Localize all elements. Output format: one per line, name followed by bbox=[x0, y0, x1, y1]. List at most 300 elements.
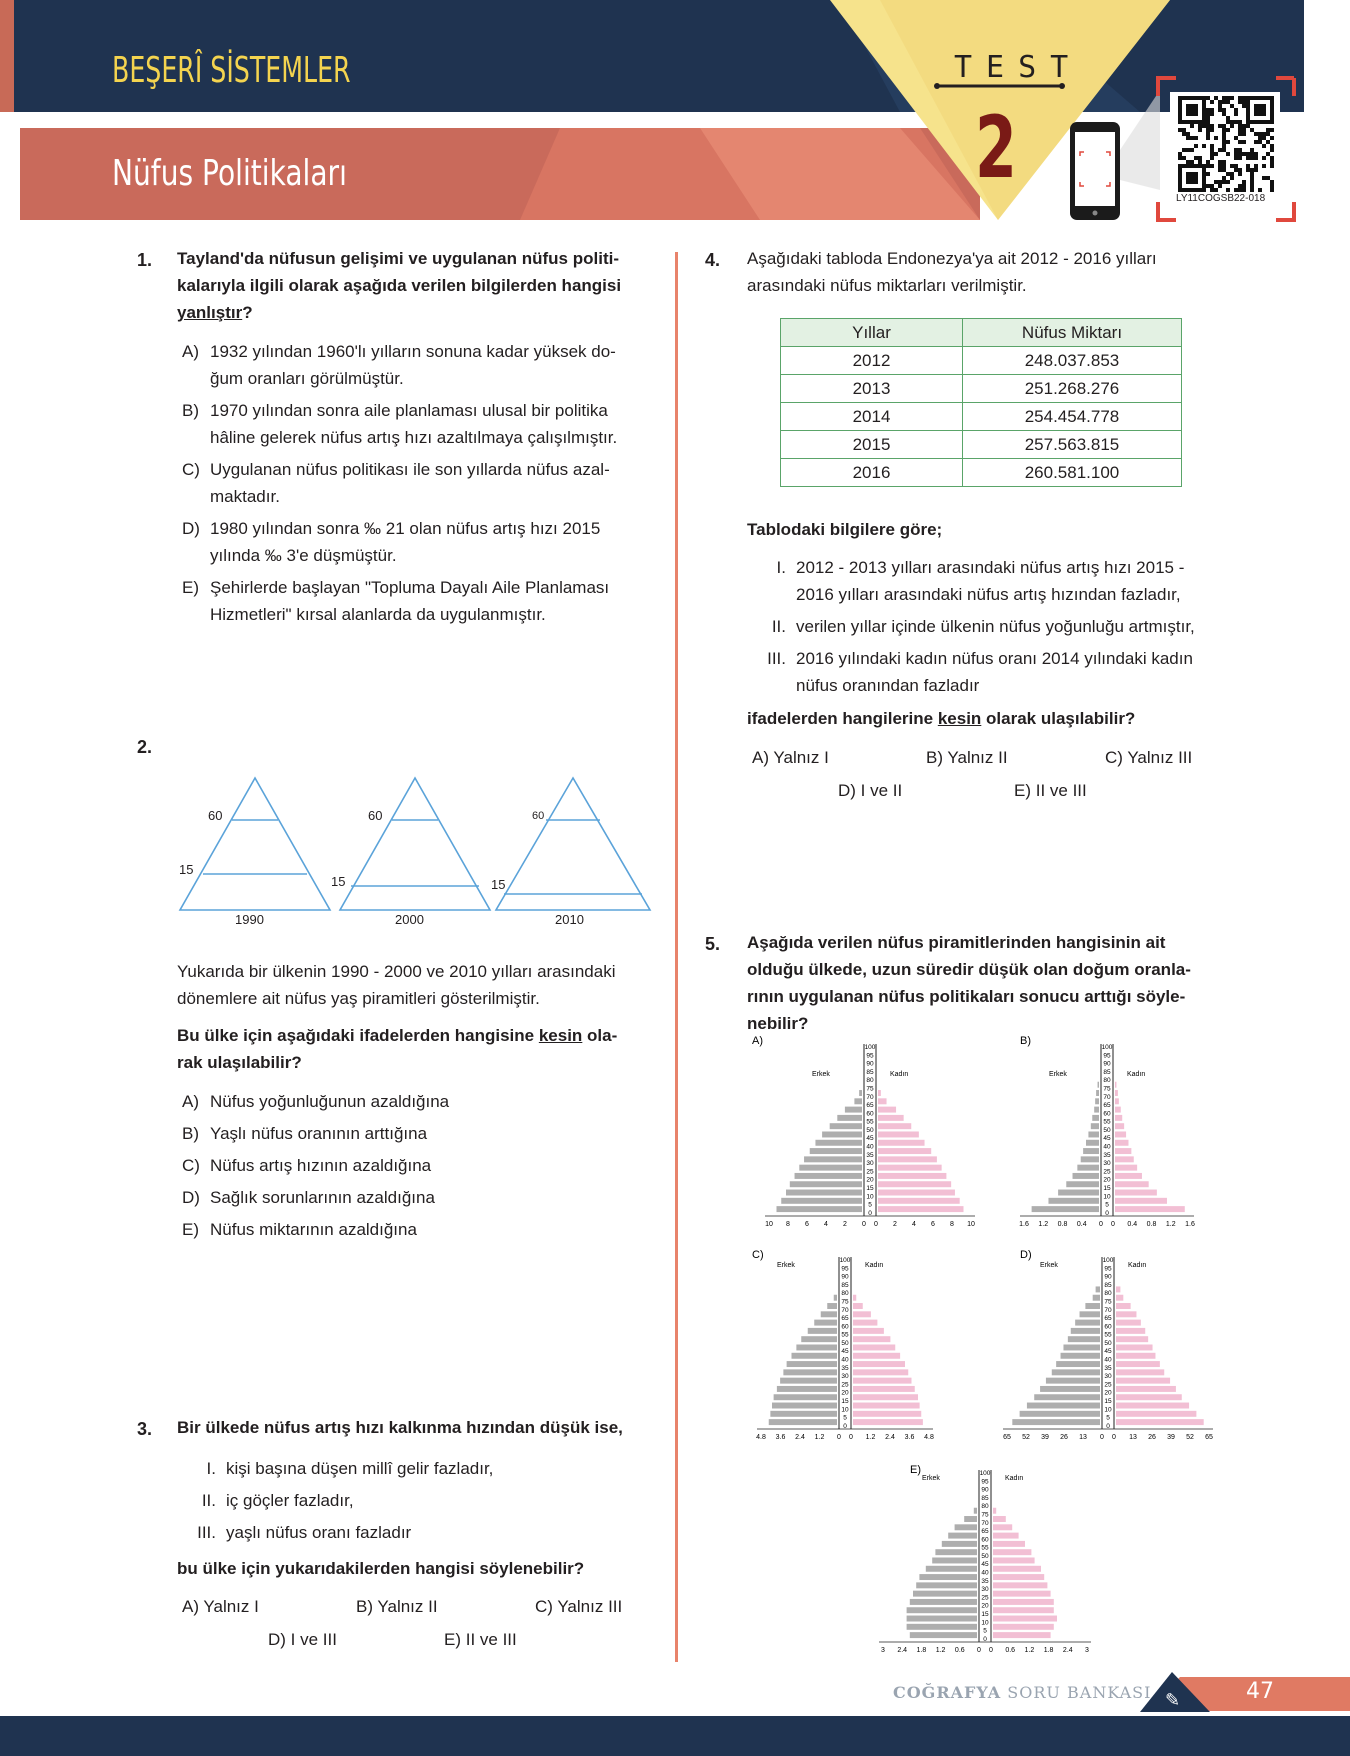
age-label: 45 bbox=[866, 1135, 874, 1143]
tick-label: 2.4 bbox=[795, 1434, 805, 1441]
tick-label: 4.8 bbox=[924, 1434, 934, 1441]
male-bar bbox=[1088, 1131, 1099, 1137]
female-bar bbox=[1116, 1320, 1141, 1326]
male-bar bbox=[935, 1549, 977, 1555]
male-bar bbox=[1027, 1403, 1100, 1409]
age-label: 30 bbox=[981, 1586, 989, 1594]
female-bar bbox=[993, 1599, 1054, 1605]
age-label: 5 bbox=[983, 1627, 987, 1635]
book-icon: ✎ bbox=[1165, 1690, 1181, 1710]
brand-bold: COĞRAFYA bbox=[893, 1683, 1002, 1702]
table-cell-year: 2014 bbox=[781, 403, 963, 431]
male-bar bbox=[1098, 1082, 1099, 1088]
female-bar bbox=[993, 1632, 1051, 1638]
male-bar bbox=[808, 1328, 837, 1334]
female-bar bbox=[853, 1361, 905, 1367]
stem-line: rak ulaşılabilir? bbox=[177, 1053, 302, 1072]
age-label: 45 bbox=[1104, 1348, 1112, 1356]
female-bar bbox=[993, 1549, 1031, 1555]
female-bar bbox=[853, 1336, 890, 1342]
tick-label: 1.2 bbox=[814, 1434, 825, 1441]
tick-label: 0.4 bbox=[1076, 1221, 1087, 1228]
male-bar bbox=[783, 1369, 837, 1375]
female-bar bbox=[1115, 1123, 1124, 1129]
male-label: Erkek bbox=[777, 1262, 795, 1269]
male-bar bbox=[974, 1508, 977, 1514]
female-bar bbox=[1115, 1098, 1119, 1104]
age-label: 35 bbox=[1103, 1151, 1111, 1159]
male-bar bbox=[907, 1616, 977, 1622]
age-label: 55 bbox=[841, 1331, 849, 1339]
tick-label: 1.2 bbox=[865, 1434, 876, 1441]
footer-band bbox=[0, 1716, 1350, 1756]
tick-label: 1.2 bbox=[935, 1647, 946, 1654]
age-label: 70 bbox=[1104, 1306, 1112, 1314]
tick-label: 0 bbox=[862, 1221, 866, 1228]
age-label: 5 bbox=[1105, 1201, 1109, 1209]
male-bar bbox=[916, 1582, 977, 1588]
female-bar bbox=[878, 1115, 904, 1121]
female-bar bbox=[878, 1098, 887, 1104]
age-label: 30 bbox=[1104, 1373, 1112, 1381]
age-label: 40 bbox=[1103, 1143, 1111, 1151]
age-label: 50 bbox=[841, 1339, 849, 1347]
tick-label: 3.6 bbox=[775, 1434, 786, 1441]
male-bar bbox=[1093, 1295, 1100, 1301]
female-bar bbox=[853, 1311, 871, 1317]
male-bar bbox=[799, 1165, 862, 1171]
age-label: 50 bbox=[1103, 1126, 1111, 1134]
female-bar bbox=[1116, 1328, 1145, 1334]
stem-line: Tayland'da nüfusun gelişimi ve uygulanan nüfus politi- bbox=[177, 249, 619, 268]
tick-label: 1.6 bbox=[1185, 1221, 1195, 1228]
female-bar bbox=[878, 1123, 911, 1129]
female-bar bbox=[1116, 1286, 1120, 1292]
female-bar bbox=[993, 1607, 1054, 1613]
male-bar bbox=[1095, 1098, 1099, 1104]
male-bar bbox=[1086, 1140, 1099, 1146]
female-bar bbox=[993, 1508, 996, 1514]
age-label: 25 bbox=[1103, 1168, 1111, 1176]
tick-label: 65 bbox=[1003, 1434, 1011, 1441]
male-bar bbox=[814, 1320, 837, 1326]
option-text: Nüfus artış hızının azaldığına bbox=[210, 1156, 432, 1175]
male-label: Erkek bbox=[922, 1475, 940, 1482]
option-text-line: Hizmetleri" kırsal alanlarda da uygulanmıştır. bbox=[210, 605, 546, 624]
chart-label: D) bbox=[1020, 1249, 1032, 1261]
age-label: 35 bbox=[981, 1577, 989, 1585]
female-bar bbox=[1116, 1378, 1170, 1384]
female-bar bbox=[1116, 1311, 1136, 1317]
female-bar bbox=[1116, 1403, 1189, 1409]
age-label: 50 bbox=[981, 1552, 989, 1560]
tick-label: 52 bbox=[1186, 1434, 1194, 1441]
tick-label: 13 bbox=[1129, 1434, 1137, 1441]
age-label: 15 bbox=[981, 1610, 989, 1618]
tick-label: 3 bbox=[881, 1647, 885, 1654]
female-bar bbox=[1116, 1369, 1164, 1375]
pyramid-2000-year: 2000 bbox=[395, 912, 424, 927]
male-bar bbox=[955, 1524, 977, 1530]
age-label: 15 bbox=[866, 1184, 874, 1192]
stem-emphasis: yanlıştır bbox=[177, 303, 243, 322]
stem-part: Bu ülke için aşağıdaki ifadelerden hangisine bbox=[177, 1026, 539, 1045]
male-label: Erkek bbox=[1040, 1262, 1058, 1269]
option-text: Yaşlı nüfus oranının arttığına bbox=[210, 1124, 428, 1143]
male-bar bbox=[907, 1607, 977, 1613]
age-label: 95 bbox=[866, 1052, 874, 1060]
female-bar bbox=[1115, 1156, 1134, 1162]
table-header-population: Nüfus Miktarı bbox=[963, 319, 1182, 347]
table-cell-year: 2013 bbox=[781, 375, 963, 403]
tick-label: 0.6 bbox=[954, 1647, 965, 1654]
question-part: olarak ulaşılabilir? bbox=[981, 709, 1136, 728]
age-label: 80 bbox=[981, 1503, 989, 1511]
stem-line: olduğu ülkede, uzun süredir düşük olan doğum oranla- bbox=[747, 960, 1191, 979]
tick-label: 1.2 bbox=[1038, 1221, 1049, 1228]
male-bar bbox=[786, 1190, 862, 1196]
female-bar bbox=[1115, 1148, 1131, 1154]
age-label: 100 bbox=[1101, 1044, 1113, 1051]
tick-label: 65 bbox=[1205, 1434, 1213, 1441]
pyramid-chart-b bbox=[1019, 1035, 1195, 1228]
female-bar bbox=[878, 1198, 960, 1204]
female-bar bbox=[853, 1353, 900, 1359]
age-label: 60 bbox=[981, 1536, 989, 1544]
age-label: 0 bbox=[1105, 1209, 1109, 1217]
male-bar bbox=[1040, 1386, 1100, 1392]
option-text-line: 1932 yılından 1960'lı yılların sonuna kadar yüksek do- bbox=[210, 342, 616, 361]
tick-label: 0.8 bbox=[1057, 1221, 1068, 1228]
female-bar bbox=[1116, 1419, 1204, 1425]
tick-label: 26 bbox=[1060, 1434, 1068, 1441]
tick-label: 26 bbox=[1148, 1434, 1156, 1441]
question-part: ifadelerden hangilerine bbox=[747, 709, 938, 728]
age-label: 80 bbox=[1103, 1077, 1111, 1085]
q3-option-a[interactable]: A) Yalnız I bbox=[182, 1597, 259, 1616]
age-label: 20 bbox=[1103, 1176, 1111, 1184]
age-label: 70 bbox=[866, 1093, 874, 1101]
option-text-line: ğum oranları görülmüştür. bbox=[210, 369, 404, 388]
item-numeral: I. bbox=[776, 558, 786, 577]
female-bar bbox=[1116, 1344, 1153, 1350]
female-bar bbox=[878, 1181, 951, 1187]
option-letter: D) bbox=[182, 1188, 200, 1207]
text-line: dönemlere ait nüfus yaş piramitleri gösterilmiştir. bbox=[177, 989, 540, 1008]
stem-line: rının uygulanan nüfus politikaları sonucu arttığı söyle- bbox=[747, 987, 1186, 1006]
age-label: 65 bbox=[981, 1528, 989, 1536]
stem-line: nebilir? bbox=[747, 1014, 809, 1033]
male-bar bbox=[790, 1181, 862, 1187]
tick-label: 10 bbox=[765, 1221, 773, 1228]
table-cell-year: 2012 bbox=[781, 347, 963, 375]
table-cell-year: 2015 bbox=[781, 431, 963, 459]
male-bar bbox=[774, 1394, 837, 1400]
male-bar bbox=[1094, 1107, 1099, 1113]
tick-label: 1.8 bbox=[1043, 1647, 1054, 1654]
age-label: 90 bbox=[866, 1060, 874, 1068]
item-text: iç göçler fazladır, bbox=[226, 1491, 354, 1510]
female-bar bbox=[1116, 1394, 1182, 1400]
female-label: Kadın bbox=[1128, 1262, 1147, 1269]
female-bar bbox=[853, 1328, 884, 1334]
tick-label: 0.6 bbox=[1005, 1647, 1016, 1654]
age-label: 85 bbox=[1103, 1068, 1111, 1076]
age-label: 40 bbox=[841, 1356, 849, 1364]
item-text-line: 2012 - 2013 yılları arasındaki nüfus artış hızı 2015 - bbox=[796, 558, 1185, 577]
female-bar bbox=[878, 1140, 925, 1146]
age-label: 60 bbox=[866, 1110, 874, 1118]
age-label: 35 bbox=[841, 1364, 849, 1372]
age-label: 85 bbox=[866, 1068, 874, 1076]
tick-label: 0 bbox=[1111, 1221, 1115, 1228]
male-bar bbox=[1066, 1181, 1099, 1187]
male-bar bbox=[964, 1516, 977, 1522]
tick-label: 6 bbox=[805, 1221, 809, 1228]
male-bar bbox=[1085, 1303, 1100, 1309]
female-label: Kadın bbox=[865, 1262, 884, 1269]
table-header-years: Yıllar bbox=[781, 319, 963, 347]
age-label: 85 bbox=[841, 1281, 849, 1289]
age-label: 10 bbox=[981, 1619, 989, 1627]
age-label: 20 bbox=[866, 1176, 874, 1184]
age-label: 10 bbox=[1104, 1406, 1112, 1414]
option-text-line: Şehirlerde başlayan "Topluma Dayalı Aile Planlaması bbox=[210, 578, 610, 597]
tick-label: 4 bbox=[824, 1221, 828, 1228]
age-label: 0 bbox=[1106, 1422, 1110, 1430]
age-label: 100 bbox=[864, 1044, 876, 1051]
table-cell-population: 254.454.778 bbox=[963, 403, 1182, 431]
question-1-number: 1. bbox=[137, 250, 153, 270]
male-bar bbox=[1083, 1148, 1099, 1154]
stem-line: Aşağıdaki tabloda Endonezya'ya ait 2012 - 2016 yılları bbox=[747, 249, 1157, 268]
male-bar bbox=[1058, 1190, 1099, 1196]
age-label: 75 bbox=[1104, 1298, 1112, 1306]
age-label: 100 bbox=[839, 1257, 851, 1264]
tick-label: 0.4 bbox=[1127, 1221, 1138, 1228]
female-bar bbox=[878, 1206, 964, 1212]
male-bar bbox=[1052, 1369, 1100, 1375]
q3-option-e[interactable]: E) II ve III bbox=[444, 1630, 517, 1649]
age-label: 80 bbox=[1104, 1290, 1112, 1298]
item-text-line: verilen yıllar içinde ülkenin nüfus yoğunluğu artmıştır, bbox=[796, 617, 1195, 636]
male-bar bbox=[1012, 1419, 1100, 1425]
female-bar bbox=[993, 1557, 1035, 1563]
q4-option-b[interactable]: B) Yalnız II bbox=[926, 748, 1008, 767]
item-numeral: III. bbox=[197, 1523, 216, 1542]
age-label: 10 bbox=[866, 1193, 874, 1201]
age-label: 80 bbox=[841, 1290, 849, 1298]
age-label: 20 bbox=[981, 1602, 989, 1610]
female-bar bbox=[1116, 1411, 1196, 1417]
pyramid-chart-c bbox=[752, 1249, 934, 1441]
age-label: 75 bbox=[1103, 1085, 1111, 1093]
age-label: 10 bbox=[1103, 1193, 1111, 1201]
age-label: 70 bbox=[841, 1306, 849, 1314]
q3-option-b[interactable]: B) Yalnız II bbox=[356, 1597, 438, 1616]
text-line: Yukarıda bir ülkenin 1990 - 2000 ve 2010 yılları arasındaki bbox=[177, 962, 616, 981]
option-letter: B) bbox=[182, 1124, 199, 1143]
qr-code-label: LY11COGSB22-018 bbox=[1176, 193, 1266, 204]
male-bar bbox=[913, 1591, 977, 1597]
age-label: 25 bbox=[866, 1168, 874, 1176]
age-label: 100 bbox=[979, 1470, 991, 1477]
age-label: 90 bbox=[841, 1273, 849, 1281]
male-bar bbox=[769, 1419, 837, 1425]
female-bar bbox=[853, 1378, 912, 1384]
age-label: 55 bbox=[981, 1544, 989, 1552]
tick-label: 1.8 bbox=[916, 1647, 927, 1654]
stem-line: arasındaki nüfus miktarları verilmiştir. bbox=[747, 276, 1027, 295]
age-label: 60 bbox=[1104, 1323, 1112, 1331]
male-bar bbox=[907, 1624, 977, 1630]
age-label: 25 bbox=[841, 1381, 849, 1389]
tick-label: 0 bbox=[989, 1647, 993, 1654]
male-bar bbox=[834, 1295, 837, 1301]
stem-line: Aşağıda verilen nüfus piramitlerinden hangisinin ait bbox=[747, 933, 1166, 952]
male-bar bbox=[1096, 1286, 1100, 1292]
female-bar bbox=[993, 1616, 1057, 1622]
male-bar bbox=[781, 1198, 862, 1204]
tick-label: 0 bbox=[849, 1434, 853, 1441]
q4-option-d[interactable]: D) I ve II bbox=[838, 781, 903, 800]
table-cell-year: 2016 bbox=[781, 459, 963, 487]
female-bar bbox=[1115, 1190, 1157, 1196]
female-bar bbox=[878, 1173, 946, 1179]
option-text: Sağlık sorunlarının azaldığına bbox=[210, 1188, 435, 1207]
age-label: 35 bbox=[1104, 1364, 1112, 1372]
male-bar bbox=[1068, 1336, 1100, 1342]
footer-brand bbox=[893, 1683, 1151, 1702]
female-bar bbox=[853, 1295, 856, 1301]
test-number: 2 bbox=[975, 98, 1017, 198]
male-bar bbox=[837, 1115, 862, 1121]
question-3-question: bu ülke için yukarıdakilerden hangisi söylenebilir? bbox=[177, 1559, 585, 1578]
female-bar bbox=[1115, 1206, 1185, 1212]
option-text-line: yılında ‰ 3'e düşmüştür. bbox=[210, 546, 397, 565]
test-label: TEST bbox=[954, 50, 1083, 85]
male-bar bbox=[830, 1123, 862, 1129]
age-label: 5 bbox=[843, 1414, 847, 1422]
pyramid-2010-bottom-label: 15 bbox=[491, 877, 506, 892]
female-bar bbox=[993, 1582, 1047, 1588]
female-bar bbox=[878, 1107, 896, 1113]
female-bar bbox=[1115, 1090, 1118, 1096]
male-bar bbox=[787, 1361, 837, 1367]
age-label: 50 bbox=[1104, 1339, 1112, 1347]
age-label: 30 bbox=[866, 1160, 874, 1168]
age-label: 25 bbox=[981, 1594, 989, 1602]
male-bar bbox=[801, 1336, 837, 1342]
pyramid-chart-e bbox=[879, 1464, 1091, 1654]
female-bar bbox=[993, 1541, 1025, 1547]
tick-label: 4 bbox=[912, 1221, 916, 1228]
stem-line: kalarıyla ilgili olarak aşağıda verilen bilgilerden hangisi bbox=[177, 276, 622, 295]
tick-label: 0 bbox=[1100, 1434, 1104, 1441]
tick-label: 0 bbox=[874, 1221, 878, 1228]
male-bar bbox=[777, 1206, 863, 1212]
question-3-number: 3. bbox=[137, 1419, 153, 1439]
age-label: 65 bbox=[866, 1102, 874, 1110]
male-bar bbox=[1056, 1361, 1100, 1367]
tick-label: 39 bbox=[1041, 1434, 1049, 1441]
male-bar bbox=[926, 1566, 977, 1572]
male-bar bbox=[772, 1403, 837, 1409]
female-bar bbox=[853, 1411, 921, 1417]
item-text: yaşlı nüfus oranı fazladır bbox=[226, 1523, 412, 1542]
q4-option-a[interactable]: A) Yalnız I bbox=[752, 748, 829, 767]
male-bar bbox=[810, 1148, 862, 1154]
age-label: 5 bbox=[1106, 1414, 1110, 1422]
male-bar bbox=[1032, 1206, 1099, 1212]
pyramid-1990-year: 1990 bbox=[235, 912, 264, 927]
age-label: 90 bbox=[981, 1486, 989, 1494]
table-cell-population: 251.268.276 bbox=[963, 375, 1182, 403]
tick-label: 0.8 bbox=[1146, 1221, 1157, 1228]
age-label: 15 bbox=[1103, 1184, 1111, 1192]
age-label: 90 bbox=[1103, 1060, 1111, 1068]
pyramid-2000-top-label: 60 bbox=[368, 808, 383, 823]
table-cell-population: 260.581.100 bbox=[963, 459, 1182, 487]
age-label: 35 bbox=[866, 1151, 874, 1159]
age-label: 70 bbox=[981, 1519, 989, 1527]
female-bar bbox=[1115, 1082, 1116, 1088]
question-3-stem: Bir ülkede nüfus artış hızı kalkınma hızından düşük ise, bbox=[177, 1418, 623, 1437]
page-number: 47 bbox=[1246, 1679, 1274, 1704]
age-label: 55 bbox=[1104, 1331, 1112, 1339]
male-bar bbox=[1034, 1394, 1100, 1400]
age-label: 85 bbox=[981, 1494, 989, 1502]
female-bar bbox=[1116, 1336, 1148, 1342]
tick-label: 0 bbox=[1112, 1434, 1116, 1441]
table-cell-population: 248.037.853 bbox=[963, 347, 1182, 375]
male-bar bbox=[1073, 1173, 1099, 1179]
pyramid-1990-top-label: 60 bbox=[208, 808, 223, 823]
q3-option-c[interactable]: C) Yalnız III bbox=[535, 1597, 623, 1616]
male-bar bbox=[770, 1411, 837, 1417]
chart-label: E) bbox=[910, 1464, 921, 1476]
age-label: 20 bbox=[841, 1389, 849, 1397]
item-text: kişi başına düşen millî gelir fazladır, bbox=[226, 1459, 494, 1478]
age-label: 40 bbox=[1104, 1356, 1112, 1364]
tick-label: 2.4 bbox=[885, 1434, 895, 1441]
male-bar bbox=[919, 1574, 977, 1580]
q3-option-d[interactable]: D) I ve III bbox=[268, 1630, 337, 1649]
age-label: 60 bbox=[841, 1323, 849, 1331]
option-text-line: 1970 yılından sonra aile planlaması ulusal bir politika bbox=[210, 401, 608, 420]
female-bar bbox=[1115, 1198, 1167, 1204]
age-label: 5 bbox=[868, 1201, 872, 1209]
q4-option-c[interactable]: C) Yalnız III bbox=[1105, 748, 1193, 767]
male-bar bbox=[1092, 1115, 1099, 1121]
male-bar bbox=[1080, 1311, 1100, 1317]
female-bar bbox=[993, 1624, 1054, 1630]
age-label: 75 bbox=[981, 1511, 989, 1519]
tick-label: 52 bbox=[1022, 1434, 1030, 1441]
q4-option-e[interactable]: E) II ve III bbox=[1014, 781, 1087, 800]
stem-emphasis: kesin bbox=[538, 1026, 583, 1045]
tick-label: 4.8 bbox=[756, 1434, 766, 1441]
male-bar bbox=[827, 1303, 837, 1309]
tick-label: 10 bbox=[967, 1221, 975, 1228]
stem-end: ? bbox=[242, 303, 253, 322]
female-bar bbox=[853, 1303, 863, 1309]
option-letter: C) bbox=[182, 1156, 200, 1175]
option-letter: E) bbox=[182, 578, 199, 597]
unit-title: BEŞERÎ SİSTEMLER bbox=[112, 50, 351, 91]
male-bar bbox=[1061, 1353, 1100, 1359]
age-label: 20 bbox=[1104, 1389, 1112, 1397]
